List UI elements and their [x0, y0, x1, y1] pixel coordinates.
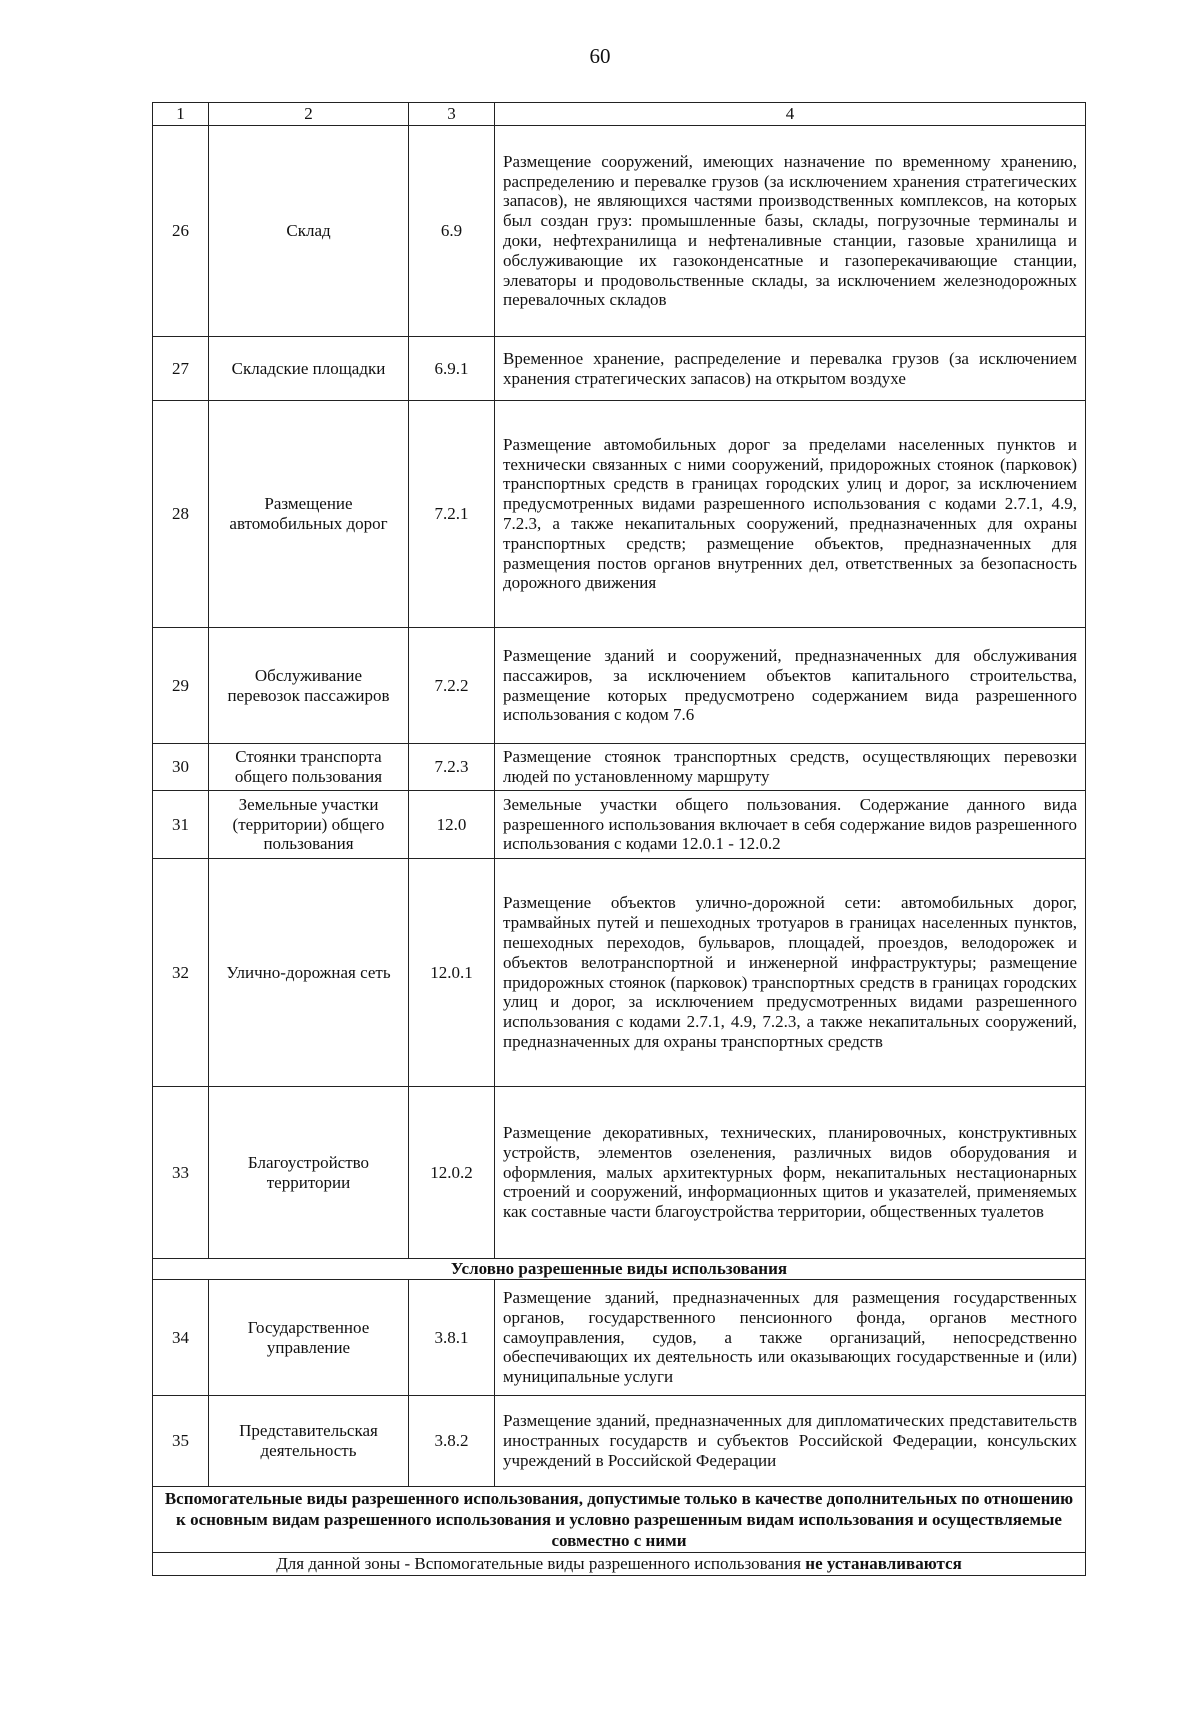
- use-type-description: Земельные участки общего пользования. Содержание данного вида разрешенного использования включает в себя содержание видов разрешенного использования с кодами 12.0.1 - 12.0.2: [495, 791, 1086, 859]
- use-type-code: 7.2.3: [409, 744, 495, 791]
- page-number: 60: [589, 44, 611, 68]
- use-type-description: Размещение зданий и сооружений, предназначенных для обслуживания пассажиров, за исключением объектов капитального строительства, размещение которых предусмотрено содержанием вида разрешенного использования с кодом 7.6: [495, 628, 1086, 744]
- table-row: [153, 401, 1086, 628]
- row-number: 29: [153, 628, 209, 744]
- table-row: [153, 791, 1086, 859]
- use-type-description: Размещение зданий, предназначенных для размещения государственных органов, государственного пенсионного фонда, органов местного самоуправления, судов, а также организаций, непосредственно обеспечивающих их деятельность или оказывающих государственные и (или) муниципальные услуги: [495, 1280, 1086, 1396]
- section-header-conditional: [153, 1259, 1086, 1280]
- column-header-code: 3: [409, 103, 495, 126]
- use-type-name: Благоустройство территории: [209, 1087, 409, 1259]
- row-number: 27: [153, 337, 209, 401]
- table-row: [153, 859, 1086, 1087]
- use-type-name: Улично-дорожная сеть: [209, 859, 409, 1087]
- column-header-number: 1: [153, 103, 209, 126]
- land-use-table: [152, 102, 1086, 1576]
- use-type-description: Размещение зданий, предназначенных для дипломатических представительств иностранных государств и субъектов Российской Федерации, консульских учреждений в Российской Федерации: [495, 1396, 1086, 1487]
- use-type-name: Земельные участки (территории) общего пользования: [209, 791, 409, 859]
- row-number: 31: [153, 791, 209, 859]
- use-type-code: 12.0: [409, 791, 495, 859]
- row-number: 30: [153, 744, 209, 791]
- column-header-name: 2: [209, 103, 409, 126]
- use-type-name: Склад: [209, 126, 409, 337]
- zone-note-row: [153, 1553, 1086, 1576]
- use-type-description: Размещение автомобильных дорог за пределами населенных пунктов и технически связанных с ними сооружений, придорожных стоянок (парковок) транспортных средств в границах городских улиц и дорог, за исключением предусмотренных видами разрешенного использования с кодами 2.7.1, 4.9, 7.2.3, а также некапитальных сооружений, предназначенных для охраны транспортных средств; размещение объектов, предназначенных для размещения постов органов внутренних дел, ответственных за безопасность дорожного движения: [495, 401, 1086, 628]
- row-number: 28: [153, 401, 209, 628]
- use-type-code: 7.2.1: [409, 401, 495, 628]
- table-row: [153, 126, 1086, 337]
- column-header-row: [153, 103, 1086, 126]
- table-row: [153, 628, 1086, 744]
- zone-note-text: Для данной зоны - Вспомогательные виды разрешенного использования: [276, 1554, 806, 1574]
- use-type-name: Представительская деятельность: [209, 1396, 409, 1487]
- row-number: 26: [153, 126, 209, 337]
- use-type-name: Стоянки транспорта общего пользования: [209, 744, 409, 791]
- zone-note-emphasis: не устанавливаются: [805, 1554, 962, 1574]
- row-number: 32: [153, 859, 209, 1087]
- use-type-name: Складские площадки: [209, 337, 409, 401]
- use-type-description: Временное хранение, распределение и перевалка грузов (за исключением хранения стратегических запасов) на открытом воздухе: [495, 337, 1086, 401]
- table-row: [153, 1396, 1086, 1487]
- use-type-name: Обслуживание перевозок пассажиров: [209, 628, 409, 744]
- use-type-code: 7.2.2: [409, 628, 495, 744]
- use-type-description: Размещение декоративных, технических, планировочных, конструктивных устройств, элементов озеленения, различных видов оборудования и оформления, малых архитектурных форм, некапитальных нестационарных строений и сооружений, информационных щитов и указателей, применяемых как составные части благоустройства территории, общественных туалетов: [495, 1087, 1086, 1259]
- use-type-description: Размещение стоянок транспортных средств, осуществляющих перевозки людей по установленному маршруту: [495, 744, 1086, 791]
- row-number: 34: [153, 1280, 209, 1396]
- use-type-code: 12.0.2: [409, 1087, 495, 1259]
- zone-note: [153, 1553, 1086, 1576]
- section-title-conditional: Условно разрешенные виды использования: [153, 1259, 1086, 1280]
- use-type-code: 6.9: [409, 126, 495, 337]
- table-row: [153, 744, 1086, 791]
- use-type-name: Размещение автомобильных дорог: [209, 401, 409, 628]
- row-number: 33: [153, 1087, 209, 1259]
- section-title-auxiliary: Вспомогательные виды разрешенного использования, допустимые только в качестве дополнительных по отношению к основным видам разрешенного использования и условно разрешенным видам использования и осуществляемые совместно с ними: [153, 1487, 1086, 1553]
- column-header-description: 4: [495, 103, 1086, 126]
- row-number: 35: [153, 1396, 209, 1487]
- section-header-auxiliary: [153, 1487, 1086, 1553]
- use-type-code: 3.8.1: [409, 1280, 495, 1396]
- table-row: [153, 1280, 1086, 1396]
- use-type-description: Размещение сооружений, имеющих назначение по временному хранению, распределению и перевалке грузов (за исключением хранения стратегических запасов), не являющихся частями производственных комплексов, на которых был создан груз: промышленные базы, склады, погрузочные терминалы и доки, нефтехранилища и нефтеналивные станции, газовые хранилища и обслуживающие их газоконденсатные и газоперекачивающие станции, элеваторы и продовольственные склады, за исключением железнодорожных перевалочных складов: [495, 126, 1086, 337]
- table-row: [153, 337, 1086, 401]
- use-type-code: 3.8.2: [409, 1396, 495, 1487]
- use-type-code: 6.9.1: [409, 337, 495, 401]
- table-row: [153, 1087, 1086, 1259]
- use-type-description: Размещение объектов улично-дорожной сети: автомобильных дорог, трамвайных путей и пешеходных тротуаров в границах населенных пунктов, пешеходных переходов, бульваров, площадей, проездов, велодорожек и объектов велотранспортной и инженерной инфраструктуры; размещение придорожных стоянок (парковок) транспортных средств в границах городских улиц и дорог, за исключением предусмотренных видами разрешенного использования с кодами 2.7.1, 4.9, 7.2.3, а также некапитальных сооружений, предназначенных для охраны транспортных средств: [495, 859, 1086, 1087]
- use-type-name: Государственное управление: [209, 1280, 409, 1396]
- use-type-code: 12.0.1: [409, 859, 495, 1087]
